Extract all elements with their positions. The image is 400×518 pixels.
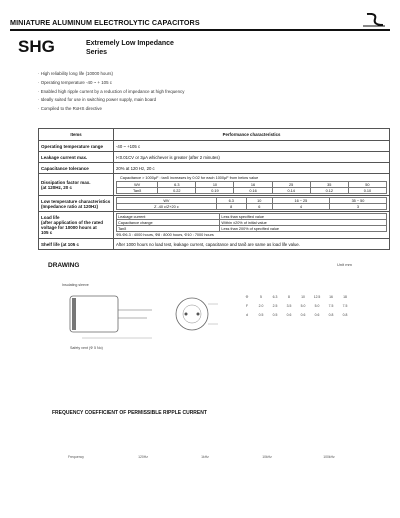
ripple-cell [236,490,298,500]
row-value-dissipation [114,174,390,196]
dissipation-wv-cell: 6.3 [158,182,196,188]
dim-cell: 2.5 [272,303,278,308]
dim-cell: d [246,312,248,317]
dissipation-wv-cell: 25 [272,182,310,188]
dim-cell: 6.3 [272,294,278,299]
row-value-cap-tol: 20% at 120 Hz, 20 c [114,163,390,174]
row-label-cap-tol: Capacitance tolerance [39,163,114,174]
lowtemp-wv-cell: 35 ~ 50 [329,198,386,204]
loadlife-criterion: Less than 200% of specified value [220,226,387,232]
spec-table [38,128,390,250]
ripple-cell [236,462,298,472]
dim-cell: 2.0 [258,303,264,308]
dissipation-tan-cell: 0.19 [196,188,234,194]
lowtemp-label-line1: Low temperature characteristics [41,198,111,204]
loadlife-param: Capacitance change [117,220,220,226]
lowtemp-wv-label: WV [117,198,217,204]
ripple-col-header: 100kHz [323,454,335,459]
ripple-col-header: 1kHz [201,454,209,459]
feature-list [38,70,184,114]
loadlife-param: Tanδ [117,226,220,232]
col-header-performance: Performance characteristics [114,129,390,141]
row-value-leakage: I<0.01CV or 3μA whichever is greater (after 2 minutes) [114,152,390,163]
ripple-table [40,452,360,500]
dim-cell: 5.0 [314,303,320,308]
ripple-cell [174,471,236,481]
row-label-shelf: Shelf life (at 105 c [39,239,114,250]
feature-item: · Operating temperature -40 ~ + 105 c [38,79,184,88]
dim-cell: 7.5 [328,303,334,308]
ripple-col-header: 120Hz [138,454,148,459]
dissipation-tan-cell: 0.10 [348,188,386,194]
lowtemp-table [116,197,387,210]
dim-cell: 0.6 [314,312,320,317]
feature-item: · High reliability long life (10000 hours) [38,70,184,79]
dim-cell: Φ [245,294,249,299]
dim-cell: 0.5 [258,312,264,317]
ripple-freq-label: Frequency [67,454,85,459]
loadlife-table [116,213,387,232]
dim-cell: 8 [288,294,290,299]
dimension-table [240,292,352,319]
capacitor-drawing-icon [42,290,232,350]
ripple-cell [298,490,360,500]
ripple-cell [112,490,174,500]
dim-cell: 5.0 [300,303,306,308]
lowtemp-label-line2: (Impedance ratio at 120Hz) [41,203,99,209]
ripple-title: FREQUENCY COEFFICIENT OF PERMISSIBLE RIPPLE CURRENT [52,410,207,416]
row-value-shelf: After 1000 hours no load test, leakage current, capacitance and tanδ are same as load life value. [114,239,390,250]
ripple-cell [112,471,174,481]
ripple-cell [40,490,112,500]
dim-cell: F [245,303,249,308]
ripple-col-header: 10kHz [262,454,272,459]
loadlife-label-line2: (after application of the rated [41,220,104,225]
dim-cell: 12.5 [313,294,321,299]
loadlife-criterion: Less than specified value [220,214,387,220]
dissipation-tan-cell: 0.16 [234,188,272,194]
dim-cell: 0.5 [272,312,278,317]
feature-item: · Compiled to the RoHS directive [38,105,184,114]
dim-cell: 0.8 [328,312,334,317]
loadlife-label-line4: 105 c [41,230,53,235]
row-label-loadlife [39,212,114,239]
row-value-loadlife [114,212,390,239]
ripple-cell [40,471,112,481]
ripple-cell [236,481,298,491]
dim-cell: 0.8 [342,312,348,317]
dim-cell: 10 [301,294,305,299]
dissipation-wv-label: WV [117,182,158,188]
dissipation-tan-label: Tanδ [117,188,158,194]
brand-logo-icon [363,13,385,27]
dissipation-tan-cell: 0.22 [158,188,196,194]
ripple-cell [174,481,236,491]
ripple-cell [174,462,236,472]
row-label-op-temp: Operating temperature range [39,141,114,152]
loadlife-criterion: Within ±20% of initial value [220,220,387,226]
dissipation-label-line2: (at 120Hz, 20 c [41,184,73,190]
lowtemp-wv-cell: 16 ~ 25 [272,198,329,204]
row-label-leakage: Leakage current max. [39,152,114,163]
ripple-cell [40,462,112,472]
header-rule [10,29,390,31]
lowtemp-z-cell: 4 [272,204,329,210]
lowtemp-z-cell: 6 [246,204,272,210]
ripple-cell [112,462,174,472]
dissipation-tan-cell: 0.14 [272,188,310,194]
ripple-cell [40,481,112,491]
lowtemp-z-label: Z -40 c/Z+20 c [117,204,217,210]
ripple-cell [298,471,360,481]
row-label-lowtemp [39,196,114,212]
series-subtitle [86,40,174,57]
dissipation-wv-cell: 10 [196,182,234,188]
loadlife-hours: Φ5-Φ6.3 : 4000 hours, Φ8 : 8000 hours, Φ10 : 7000 hours [116,233,214,237]
series-subtitle-line2: Series [86,48,108,56]
drawing-title: DRAWING [48,262,80,269]
dim-cell: 7.5 [342,303,348,308]
dissipation-wv-cell: 50 [348,182,386,188]
dissipation-table [116,181,387,194]
dissipation-wv-cell: 35 [310,182,348,188]
dissipation-label-line1: Dissipation factor max. [41,179,91,185]
row-value-op-temp: -40 ~ +105 c [114,141,390,152]
lowtemp-z-cell: 3 [329,204,386,210]
loadlife-label-line1: Load life [41,215,60,220]
lowtemp-wv-cell: 6.3 [216,198,246,204]
dim-cell: 18 [343,294,347,299]
feature-item: · Enabled high ripple current by a reduction of impedance at high frequency [38,88,184,97]
dissipation-tan-cell: 0.12 [310,188,348,194]
dim-cell: 5 [260,294,262,299]
ripple-cell [236,471,298,481]
lowtemp-z-cell: 8 [216,204,246,210]
series-code: SHG [18,37,55,56]
safety-vent-label: Safety vent (Φ 5 No) [70,346,103,350]
lowtemp-wv-cell: 10 [246,198,272,204]
loadlife-label-line3: voltage for 10000 hours at [41,225,97,230]
sleeve-label: Insulating sleeve [62,283,89,287]
loadlife-param: Leakage current [117,214,220,220]
row-label-dissipation [39,174,114,196]
dissipation-note: Capacitance > 1000μF : tanδ increases by 0.02 for each 1000μF from below value [120,176,259,180]
ripple-cell [298,462,360,472]
drawing-unit: Unit mm [337,262,352,267]
dim-cell: 16 [329,294,333,299]
col-header-items: Items [39,129,114,141]
dissipation-wv-cell: 16 [234,182,272,188]
series-subtitle-line1: Extremely Low Impedance [86,40,174,47]
dim-cell: 0.6 [286,312,292,317]
dim-cell: 0.6 [300,312,306,317]
feature-item: · Ideally suited for use in switching power supply, main board [38,96,184,105]
ripple-cell [298,481,360,491]
ripple-cell [174,490,236,500]
row-value-lowtemp [114,196,390,212]
dim-cell: 3.5 [286,303,292,308]
page-header-title: MINIATURE ALUMINUM ELECTROLYTIC CAPACITORS [10,18,200,27]
ripple-cell [112,481,174,491]
